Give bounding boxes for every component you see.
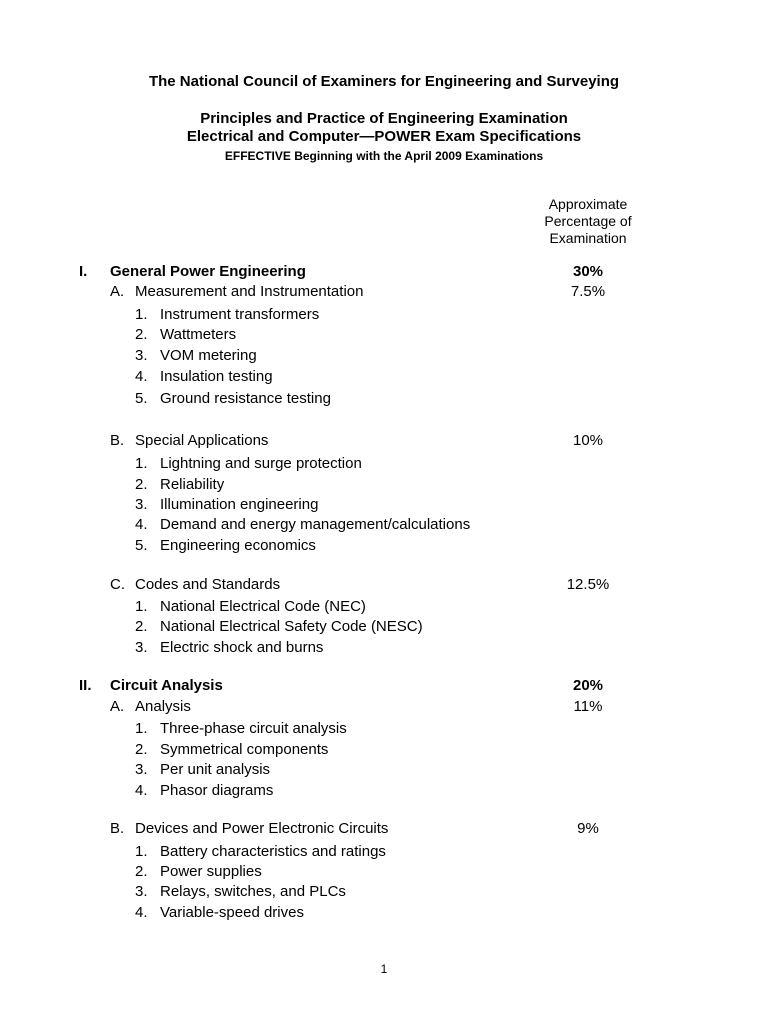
item-text: Ground resistance testing	[160, 390, 331, 407]
subsection-percentage: 7.5%	[570, 283, 606, 300]
list-item	[0, 536, 768, 556]
pct-header-line: Percentage of	[544, 213, 632, 229]
section-title: General Power Engineering	[110, 263, 306, 280]
item-number: 5.	[135, 537, 148, 554]
item-number: 4.	[135, 782, 148, 799]
item-number: 3.	[135, 347, 148, 364]
subsection-title: Codes and Standards	[135, 576, 281, 593]
section-title: Circuit Analysis	[110, 677, 223, 694]
list-item	[0, 389, 768, 409]
item-text: National Electrical Code (NEC)	[160, 598, 366, 615]
subsection-percentage: 11%	[573, 698, 603, 715]
subsection-title: Measurement and Instrumentation	[135, 283, 364, 300]
item-text: Variable-speed drives	[160, 904, 304, 921]
list-item	[0, 882, 768, 902]
subsection-letter: A.	[110, 698, 125, 715]
list-item	[0, 781, 768, 801]
item-number: 2.	[135, 863, 148, 880]
subsection-percentage: 10%	[572, 432, 604, 449]
list-item	[0, 760, 768, 780]
item-text: Engineering economics	[160, 537, 316, 554]
section-row	[0, 676, 768, 696]
item-number: 1.	[135, 306, 148, 323]
item-text: Instrument transformers	[160, 306, 320, 323]
list-item	[0, 903, 768, 923]
subsection-title: Analysis	[135, 698, 191, 715]
item-number: 3.	[135, 496, 148, 513]
item-text: Battery characteristics and ratings	[160, 843, 386, 860]
item-number: 1.	[135, 455, 148, 472]
list-item	[0, 454, 768, 474]
list-item	[0, 862, 768, 882]
item-text: VOM metering	[160, 347, 257, 364]
percentage-column-header	[508, 196, 668, 247]
pct-header-line: Approximate	[548, 196, 628, 212]
list-item	[0, 475, 768, 495]
subsection-row	[0, 819, 768, 839]
item-text: Power supplies	[160, 863, 262, 880]
subsection-title: Devices and Power Electronic Circuits	[135, 820, 389, 837]
subsection-letter: B.	[110, 432, 125, 449]
item-number: 4.	[135, 516, 148, 533]
organization-title: The National Council of Examiners for Engineering and Surveying	[148, 73, 620, 90]
item-text: Phasor diagrams	[160, 782, 274, 799]
subsection-row	[0, 431, 768, 451]
item-text: Wattmeters	[160, 326, 237, 343]
item-number: 2.	[135, 741, 148, 758]
section-numeral: II.	[79, 677, 92, 694]
item-number: 3.	[135, 639, 148, 656]
list-item	[0, 305, 768, 325]
subsection-percentage: 9%	[577, 820, 599, 837]
item-text: Relays, switches, and PLCs	[160, 883, 346, 900]
subsection-title: Special Applications	[135, 432, 269, 449]
item-number: 4.	[135, 904, 148, 921]
subsection-row	[0, 575, 768, 595]
page-number: 1	[380, 962, 388, 976]
item-text: Insulation testing	[160, 368, 273, 385]
item-text: Three-phase circuit analysis	[160, 720, 347, 737]
section-numeral: I.	[79, 263, 88, 280]
item-number: 3.	[135, 883, 148, 900]
list-item	[0, 325, 768, 345]
item-text: Lightning and surge protection	[160, 455, 362, 472]
list-item	[0, 842, 768, 862]
effective-date: EFFECTIVE Beginning with the April 2009 Examinations	[224, 149, 544, 163]
list-item	[0, 597, 768, 617]
item-text: National Electrical Safety Code (NESC)	[160, 618, 423, 635]
item-number: 5.	[135, 390, 148, 407]
item-text: Per unit analysis	[160, 761, 271, 778]
exam-title-line2: Electrical and Computer—POWER Exam Specifications	[186, 128, 582, 145]
item-number: 1.	[135, 720, 148, 737]
subsection-letter: B.	[110, 820, 125, 837]
list-item	[0, 367, 768, 387]
pct-header-line: Examination	[549, 230, 627, 246]
section-percentage: 30%	[572, 263, 604, 280]
item-number: 2.	[135, 618, 148, 635]
list-item	[0, 638, 768, 658]
subsection-row	[0, 697, 768, 717]
section-percentage: 20%	[572, 677, 604, 694]
subsection-percentage: 12.5%	[566, 576, 610, 593]
item-number: 1.	[135, 598, 148, 615]
item-number: 4.	[135, 368, 148, 385]
list-item	[0, 719, 768, 739]
item-text: Symmetrical components	[160, 741, 329, 758]
exam-title-line1: Principles and Practice of Engineering Examination	[200, 110, 568, 127]
item-number: 3.	[135, 761, 148, 778]
item-text: Electric shock and burns	[160, 639, 324, 656]
list-item	[0, 617, 768, 637]
item-number: 2.	[135, 326, 148, 343]
list-item	[0, 346, 768, 366]
list-item	[0, 740, 768, 760]
item-text: Illumination engineering	[160, 496, 319, 513]
list-item	[0, 515, 768, 535]
list-item	[0, 495, 768, 515]
item-number: 1.	[135, 843, 148, 860]
subsection-row	[0, 282, 768, 302]
item-text: Demand and energy management/calculations	[160, 516, 471, 533]
item-text: Reliability	[160, 476, 225, 493]
section-row	[0, 262, 768, 282]
item-number: 2.	[135, 476, 148, 493]
subsection-letter: A.	[110, 283, 125, 300]
subsection-letter: C.	[110, 576, 125, 593]
